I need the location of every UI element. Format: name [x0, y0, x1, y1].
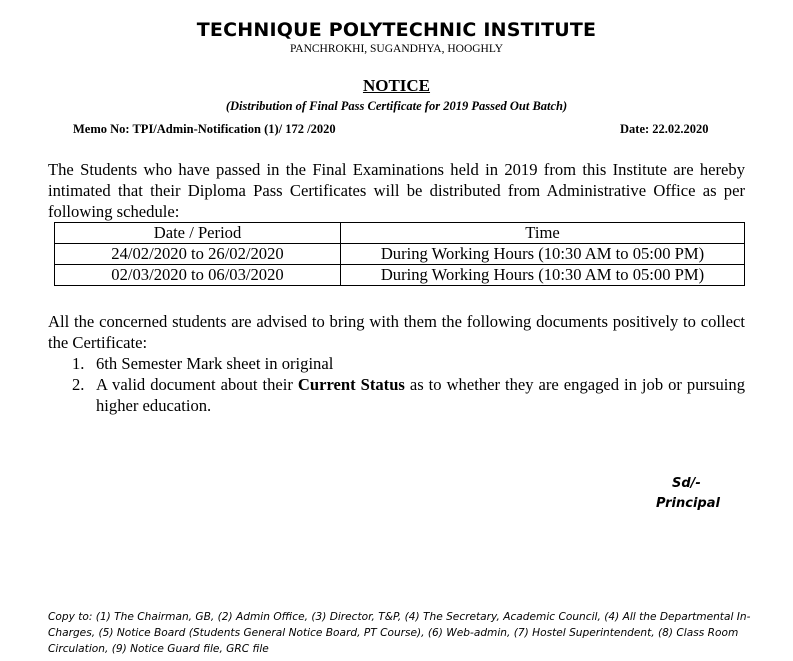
list-number: 1.	[72, 354, 85, 373]
schedule-table	[54, 222, 745, 286]
column-header-date: Date / Period	[55, 223, 341, 244]
list-item	[72, 374, 745, 416]
table-cell-time: During Working Hours (10:30 AM to 05:00 PM)	[341, 265, 745, 286]
list-item-text-post: as to whether they are engaged in job or pursuing higher education.	[96, 375, 745, 415]
column-header-time: Time	[341, 223, 745, 244]
table-row	[55, 244, 745, 265]
documents-list	[72, 353, 745, 416]
advice-paragraph: All the concerned students are advised to bring with them the following documents positively to collect the Certificate:	[48, 312, 745, 352]
institute-name: TECHNIQUE POLYTECHNIC INSTITUTE	[196, 19, 597, 41]
notice-date: Date: 22.02.2020	[620, 122, 709, 136]
table-header-row	[55, 223, 745, 244]
list-item-text-pre: A valid document about their	[96, 375, 298, 394]
notice-subtitle: (Distribution of Final Pass Certificate for 2019 Passed Out Batch)	[225, 99, 568, 113]
copy-to-distribution: Copy to: (1) The Chairman, GB, (2) Admin Office, (3) Director, T&P, (4) The Secretary, Academic Council, (4) All the Departmental In-Charges, (5) Notice Board (Students General Notice Board, PT Course), (6) Web-admin, (7) Hostel Superintendent, (8) Class Room Circulation, (9) Notice Guard file, GRC file	[48, 611, 751, 655]
table-cell-date: 02/03/2020 to 06/03/2020	[55, 265, 341, 286]
list-item-text: 6th Semester Mark sheet in original	[96, 354, 334, 373]
table-cell-time: During Working Hours (10:30 AM to 05:00 PM)	[341, 244, 745, 265]
current-status-emphasis: Current Status	[297, 375, 405, 394]
table-cell-date: 24/02/2020 to 26/02/2020	[55, 244, 341, 265]
intro-paragraph: The Students who have passed in the Final Examinations held in 2019 from this Institute are hereby intimated that their Diploma Pass Certificates will be distributed from Administrative Office as per following schedule:	[48, 160, 745, 221]
notice-title: NOTICE	[362, 76, 431, 95]
signature-sd: Sd/-	[672, 476, 701, 491]
list-item	[72, 353, 745, 374]
memo-number: Memo No: TPI/Admin-Notification (1)/ 172 /2020	[73, 122, 336, 136]
table-row	[55, 265, 745, 286]
signature-title: Principal	[656, 496, 720, 511]
institute-address: PANCHROKHI, SUGANDHYA, HOOGHLY	[289, 43, 504, 55]
list-number: 2.	[72, 375, 85, 394]
